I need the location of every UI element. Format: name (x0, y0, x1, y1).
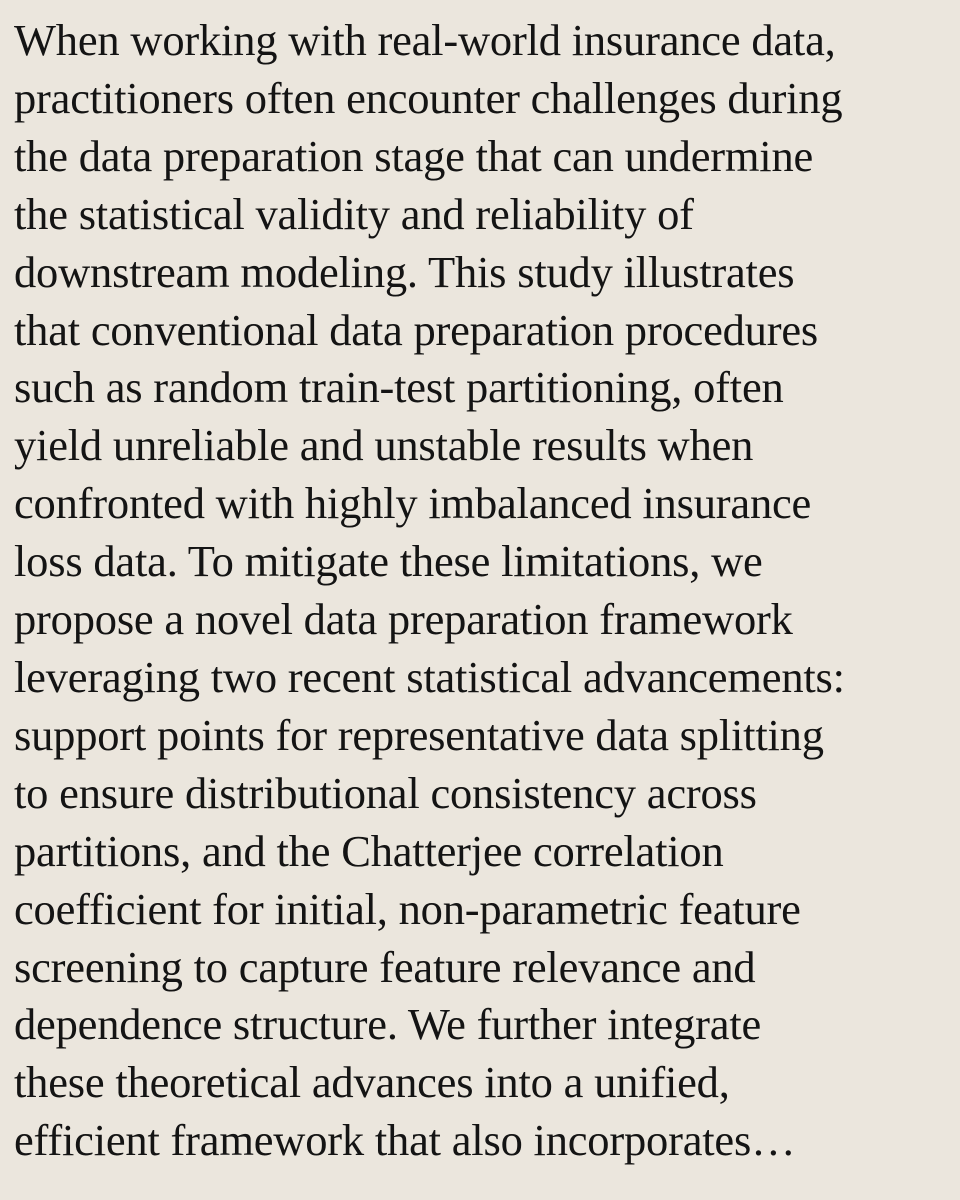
text-line: efficient framework that also incorporates… (14, 1115, 796, 1166)
text-line: the statistical validity and reliability of (14, 188, 694, 239)
text-line: leveraging two recent statistical advancements: (14, 651, 845, 702)
text-line: screening to capture feature relevance and (14, 941, 756, 992)
text-line: loss data. To mitigate these limitations, we (14, 536, 763, 587)
text-line: coefficient for initial, non-parametric feature (14, 883, 801, 934)
text-line: support points for representative data splitting (14, 709, 824, 760)
text-line: confronted with highly imbalanced insurance (14, 478, 812, 529)
text-line: When working with real-world insurance data, (14, 15, 836, 65)
text-line: dependence structure. We further integrate (14, 999, 762, 1050)
abstract-paragraph (14, 12, 960, 1170)
text-line: to ensure distributional consistency across (14, 767, 757, 818)
text-line: partitions, and the Chatterjee correlation (14, 825, 724, 876)
text-line: practitioners often encounter challenges during (14, 72, 843, 123)
text-line: yield unreliable and unstable results when (14, 420, 754, 471)
text-line: the data preparation stage that can undermine (14, 130, 814, 181)
text-line: propose a novel data preparation framework (14, 594, 793, 645)
text-line: that conventional data preparation procedures (14, 304, 819, 355)
text-line: downstream modeling. This study illustrates (14, 246, 795, 297)
text-line: such as random train-test partitioning, often (14, 362, 784, 413)
text-line: these theoretical advances into a unified, (14, 1057, 730, 1108)
